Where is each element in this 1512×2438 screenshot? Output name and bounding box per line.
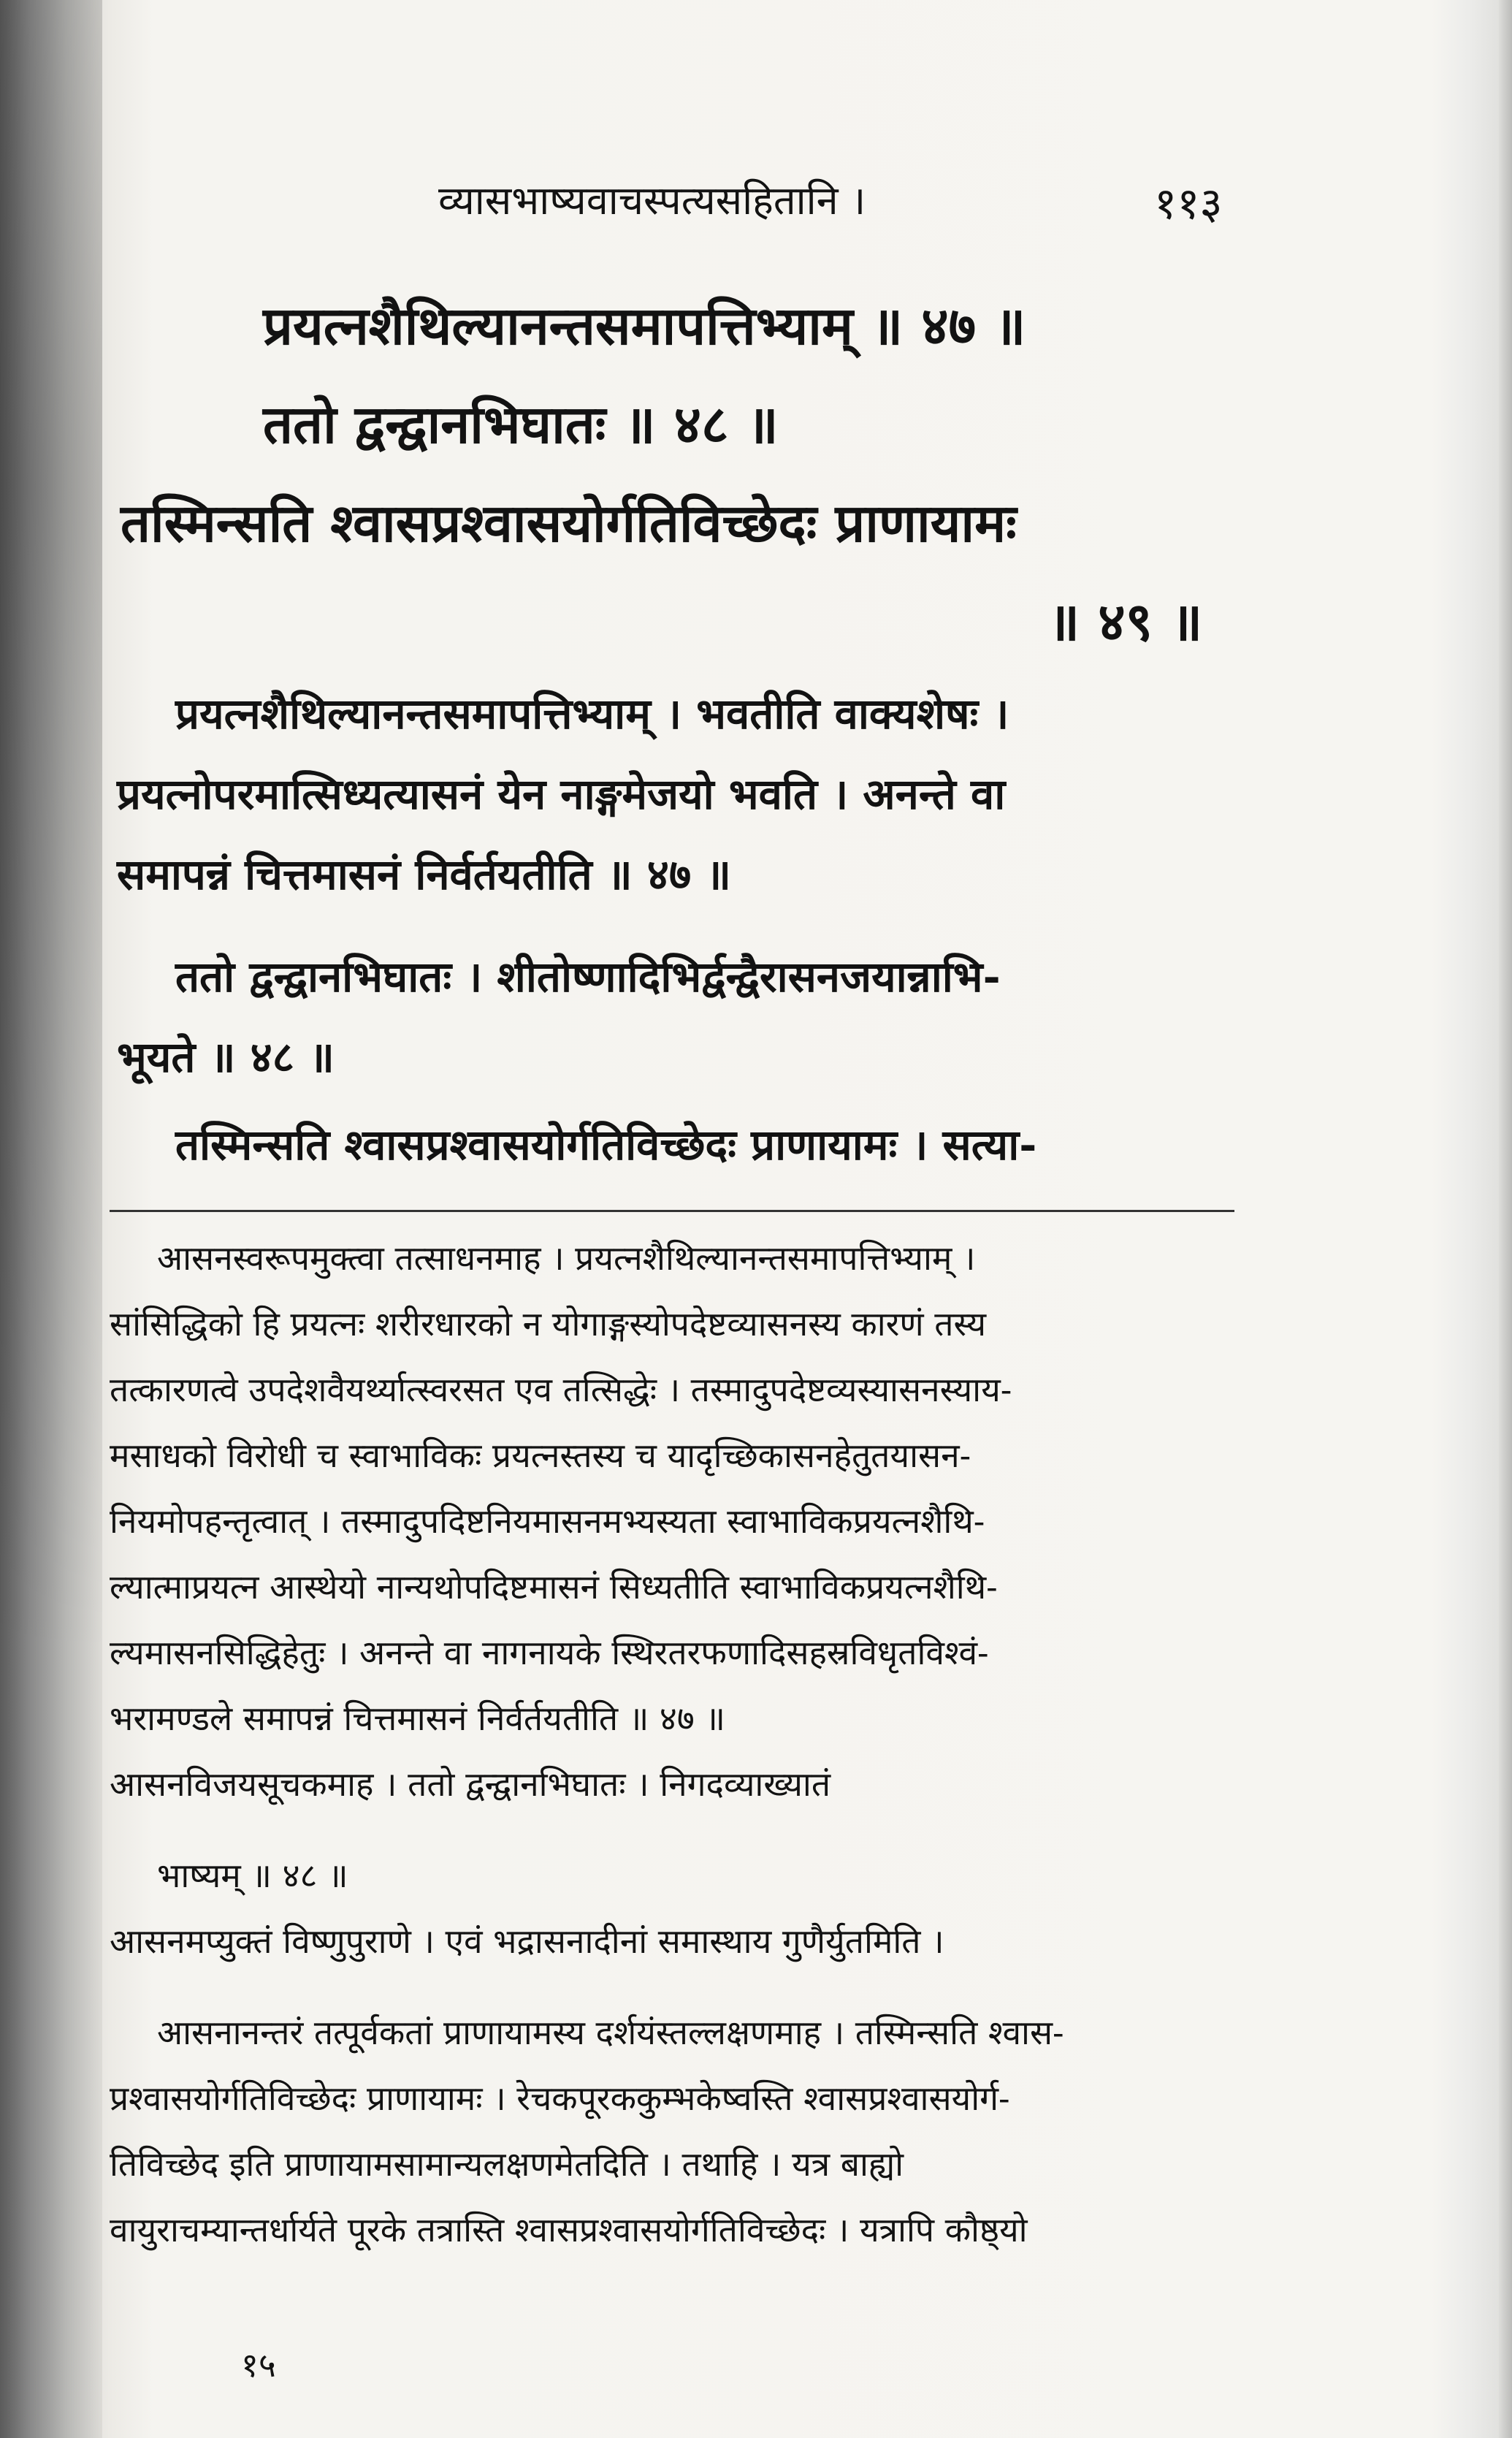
- bhashya-line: ततो द्वन्द्वानभिघातः । शीतोष्णादिभिर्द्वन्द्वैरासनजयान्नाभि-: [175, 952, 1001, 1002]
- commentary-line: प्रश्वासयोर्गतिविच्छेदः प्राणायामः । रेचकपूरककुम्भकेष्वस्ति श्वासप्रश्वासयोर्ग-: [110, 2079, 1010, 2118]
- commentary-line: नियमोपहन्तृत्वात् । तस्मादुपदिष्टनियमासनमभ्यस्यता स्वाभाविकप्रयत्नशैथि-: [110, 1501, 985, 1541]
- bhashya-line: प्रयत्नशैथिल्यानन्तसमापत्तिभ्याम् । भवतीति वाक्यशेषः ।: [175, 689, 1009, 739]
- commentary-line: आसनविजयसूचकमाह । ततो द्वन्द्वानभिघातः । निगदव्याख्यातं: [110, 1764, 831, 1804]
- page-spine-shadow: [0, 0, 102, 2438]
- sutra-48: ततो द्वन्द्वानभिघातः ॥ ४८ ॥: [263, 393, 779, 455]
- sutra-49: तस्मिन्सति श्वासप्रश्वासयोर्गतिविच्छेदः प्राणायामः: [121, 492, 1017, 554]
- commentary-line: ल्यात्माप्रयत्न आस्थेयो नान्यथोपदिष्टमासनं सिध्यतीति स्वाभाविकप्रयत्नशैथि-: [110, 1567, 998, 1607]
- sutra-47: प्रयत्नशैथिल्यानन्तसमापत्तिभ्याम् ॥ ४७ ॥: [263, 294, 1026, 357]
- commentary-line: सांसिद्धिको हि प्रयत्नः शरीरधारको न योगाङ्गस्योपदेष्टव्यासनस्य कारणं तस्य: [110, 1304, 987, 1344]
- running-head: व्यासभाष्यवाचस्पत्यसहितानि ।: [438, 178, 866, 224]
- bhashya-line: तस्मिन्सति श्वासप्रश्वासयोर्गतिविच्छेदः प्राणायामः । सत्या-: [175, 1120, 1037, 1170]
- bhashya-line: भूयते ॥ ४८ ॥: [117, 1032, 335, 1082]
- page-number: ११३: [1154, 178, 1223, 229]
- commentary-line: आसनमप्युक्तं विष्णुपुराणे । एवं भद्रासनादीनां समास्थाय गुणैर्युतमिति ।: [110, 1921, 944, 1961]
- commentary-line: तिविच्छेद इति प्राणायामसामान्यलक्षणमेतदिति । तथाहि । यत्र बाह्यो: [110, 2144, 904, 2184]
- bhashya-line: प्रयत्नोपरमात्सिध्यत्यासनं येन नाङ्गमेजयो भवति । अनन्ते वा: [117, 769, 1006, 819]
- commentary-line: आसनानन्तरं तत्पूर्वकतां प्राणायामस्य दर्शयंस्तल्लक्षणमाह । तस्मिन्सति श्वास-: [157, 2013, 1064, 2052]
- page-right-edge: [1499, 0, 1512, 2438]
- bhashya-line: समापन्नं चित्तमासनं निर्वर्तयतीति ॥ ४७ ॥: [117, 850, 732, 899]
- signature-mark: १५: [241, 2345, 276, 2385]
- commentary-line: भाष्यम् ॥ ४८ ॥: [157, 1856, 348, 1895]
- commentary-line: भरामण्डले समापन्नं चित्तमासनं निर्वर्तयतीति ॥ ४७ ॥: [110, 1699, 725, 1738]
- commentary-line: ल्यमासनसिद्धिहेतुः । अनन्ते वा नागनायके स्थिरतरफणादिसहस्रविधृतविश्वं-: [110, 1633, 989, 1672]
- section-divider: [110, 1210, 1234, 1212]
- commentary-line: तत्कारणत्वे उपदेशवैयर्थ्यात्स्वरसत एव तत्सिद्धेः । तस्मादुपदेष्टव्यस्यासनस्याय-: [110, 1370, 1012, 1409]
- commentary-line: वायुराचम्यान्तर्धार्यते पूरके तत्रास्ति श्वासप्रश्वासयोर्गतिविच्छेदः । यत्रापि कौष्ठ्यो: [110, 2210, 1028, 2250]
- commentary-line: आसनस्वरूपमुक्त्वा तत्साधनमाह । प्रयत्नशैथिल्यानन्तसमापत्तिभ्याम् ।: [157, 1238, 976, 1278]
- sutra-49-number: ॥ ४९ ॥: [1048, 590, 1203, 652]
- commentary-line: मसाधको विरोधी च स्वाभाविकः प्रयत्नस्तस्य च यादृच्छिकासनहेतुतयासन-: [110, 1436, 971, 1475]
